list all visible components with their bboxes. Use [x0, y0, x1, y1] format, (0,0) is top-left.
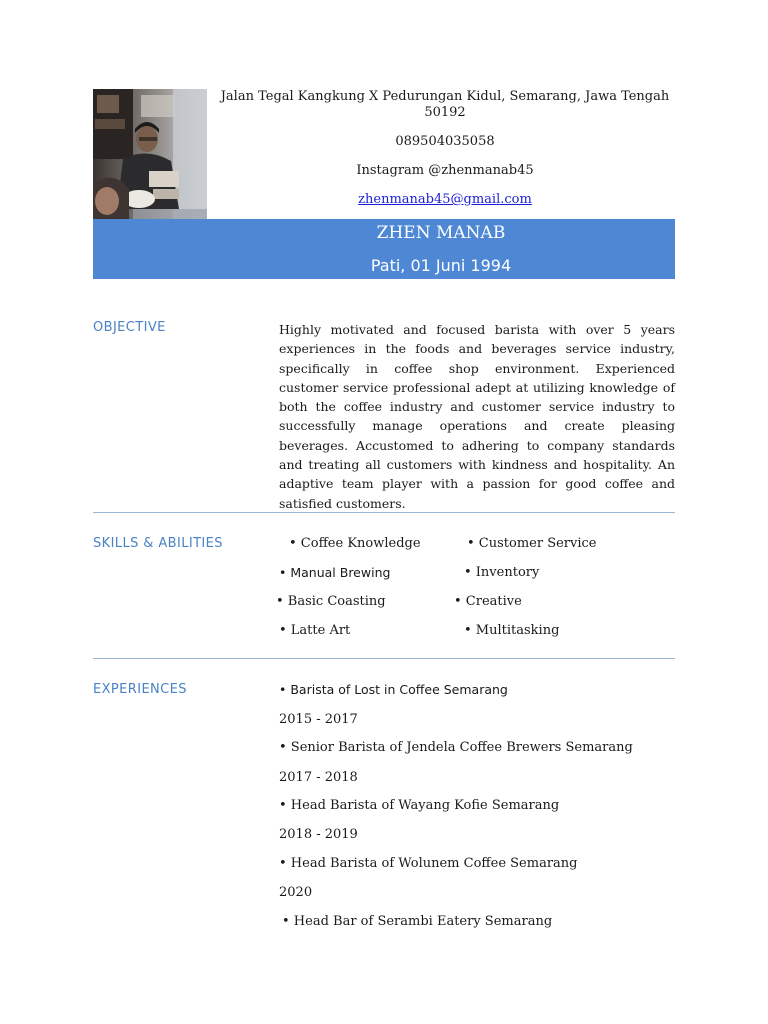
- skill-item: • Inventory: [464, 565, 540, 580]
- skills-heading: SKILLS & ABILITIES: [93, 536, 223, 551]
- experience-role: • Senior Barista of Jendela Coffee Brewers Semarang: [279, 740, 633, 755]
- section-divider: [93, 512, 675, 513]
- skill-item: • Basic Coasting: [276, 594, 386, 609]
- email-link[interactable]: zhenmanab45@gmail.com: [358, 192, 532, 207]
- section-divider: [93, 658, 675, 659]
- skill-item: • Multitasking: [464, 623, 560, 638]
- experience-role: • Head Bar of Serambi Eatery Semarang: [282, 914, 553, 929]
- experiences-heading: EXPERIENCES: [93, 682, 187, 697]
- address-line-1: Jalan Tegal Kangkung X Pedurungan Kidul, Semarang, Jawa Tengah: [220, 89, 670, 104]
- skill-item: • Manual Brewing: [279, 565, 391, 580]
- name-banner: [93, 219, 675, 279]
- experience-role: • Barista of Lost in Coffee Semarang: [279, 682, 508, 697]
- birth-place-date: Pati, 01 Juni 1994: [370, 256, 512, 275]
- objective-text: Highly motivated and focused barista with over 5 years experiences in the foods and beverages service industry, specifically in coffee shop environment. Experienced customer service professional adept at utilizing knowledge of both the coffee industry and customer service industry to successfully manage operations and create pleasing beverages. Accustomed to adhering to company standards and treating all customers with kindness and hospitality. An adaptive team player with a passion for good coffee and satisfied customers.: [279, 322, 675, 511]
- email-wrapper: [214, 192, 676, 208]
- experience-period: 2015 - 2017: [279, 712, 358, 727]
- skill-item: • Creative: [454, 594, 522, 609]
- full-name: ZHEN MANAB: [376, 223, 506, 243]
- experience-role: • Head Barista of Wolunem Coffee Semarang: [279, 856, 578, 871]
- experience-period: 2020: [279, 885, 313, 900]
- instagram-handle: Instagram @zhenmanab45: [356, 163, 534, 178]
- skill-item: • Coffee Knowledge: [289, 536, 421, 551]
- experience-period: 2018 - 2019: [279, 827, 358, 842]
- experience-role: • Head Barista of Wayang Kofie Semarang: [279, 798, 560, 813]
- experience-period: 2017 - 2018: [279, 770, 358, 785]
- skill-item: • Customer Service: [467, 536, 597, 551]
- skill-item: • Latte Art: [279, 623, 351, 638]
- phone-number: 089504035058: [395, 134, 495, 149]
- address-line-2: 50192: [424, 105, 466, 120]
- objective-heading: OBJECTIVE: [93, 320, 166, 335]
